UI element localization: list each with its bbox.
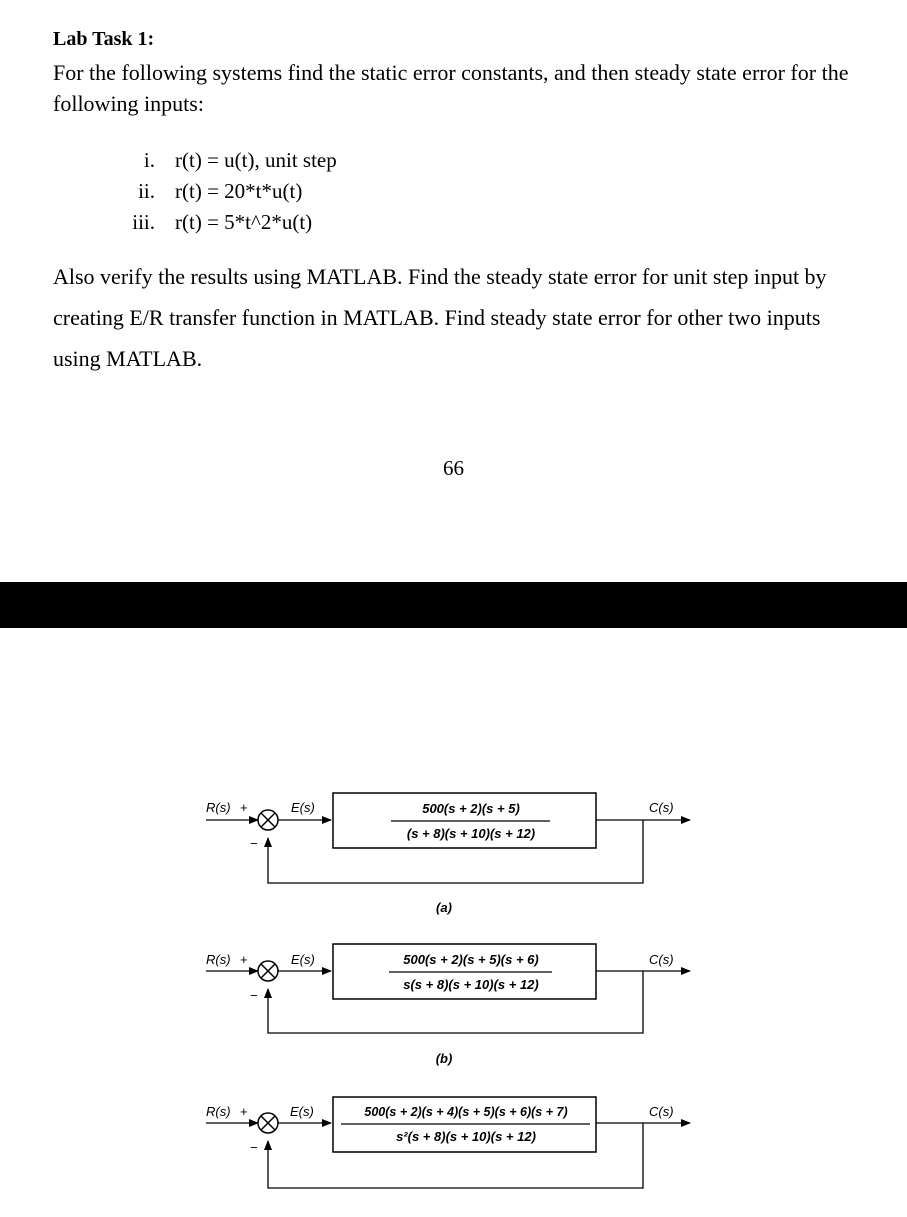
tf-numerator: 500(s + 2)(s + 5) [422,801,520,816]
tf-numerator: 500(s + 2)(s + 5)(s + 6) [403,952,539,967]
block-diagram-b [206,944,690,1066]
block-diagram-c [206,1097,690,1188]
input-label: R(s) [206,800,231,815]
input-expression: r(t) = 5*t^2*u(t) [175,210,313,234]
output-label: C(s) [649,800,674,815]
input-expression: r(t) = u(t), unit step [175,148,337,172]
error-label: E(s) [290,1104,314,1119]
summing-junction [258,1113,278,1133]
input-expression: r(t) = 20*t*u(t) [175,179,303,203]
page-number: 66 [443,456,464,480]
diagram-caption: (b) [435,1051,453,1066]
input-numeral: ii. [138,179,155,203]
minus-sign: − [250,1140,258,1155]
task-intro: For the following systems find the static error constants, and then steady state error for the following inputs: [53,60,849,116]
input-numeral: iii. [132,210,155,234]
diagram-caption: (a) [436,900,452,915]
tf-denominator: (s + 8)(s + 10)(s + 12) [406,826,536,841]
output-label: C(s) [649,1104,674,1119]
error-label: E(s) [291,952,315,967]
plus-sign: + [240,1104,248,1119]
minus-sign: − [250,836,258,851]
output-label: C(s) [649,952,674,967]
verify-paragraph: Also verify the results using MATLAB. Find the steady state error for unit step input by creating E/R transfer function in MATLAB. Find steady state error for other two inputs using MATLAB. [53,264,827,371]
tf-denominator: s²(s + 8)(s + 10)(s + 12) [396,1129,536,1144]
plus-sign: + [240,800,248,815]
task-heading: Lab Task 1: [53,28,155,50]
plus-sign: + [240,952,248,967]
summing-junction [258,961,278,981]
minus-sign: − [250,988,258,1003]
tf-denominator: s(s + 8)(s + 10)(s + 12) [403,977,539,992]
error-label: E(s) [291,800,315,815]
block-diagrams [0,628,907,1217]
tf-numerator: 500(s + 2)(s + 4)(s + 5)(s + 6)(s + 7) [364,1105,568,1119]
input-label: R(s) [206,1104,231,1119]
input-numeral: i. [143,148,155,172]
summing-junction [258,810,278,830]
block-diagram-a [206,793,690,915]
input-label: R(s) [206,952,231,967]
page-separator [0,582,907,628]
